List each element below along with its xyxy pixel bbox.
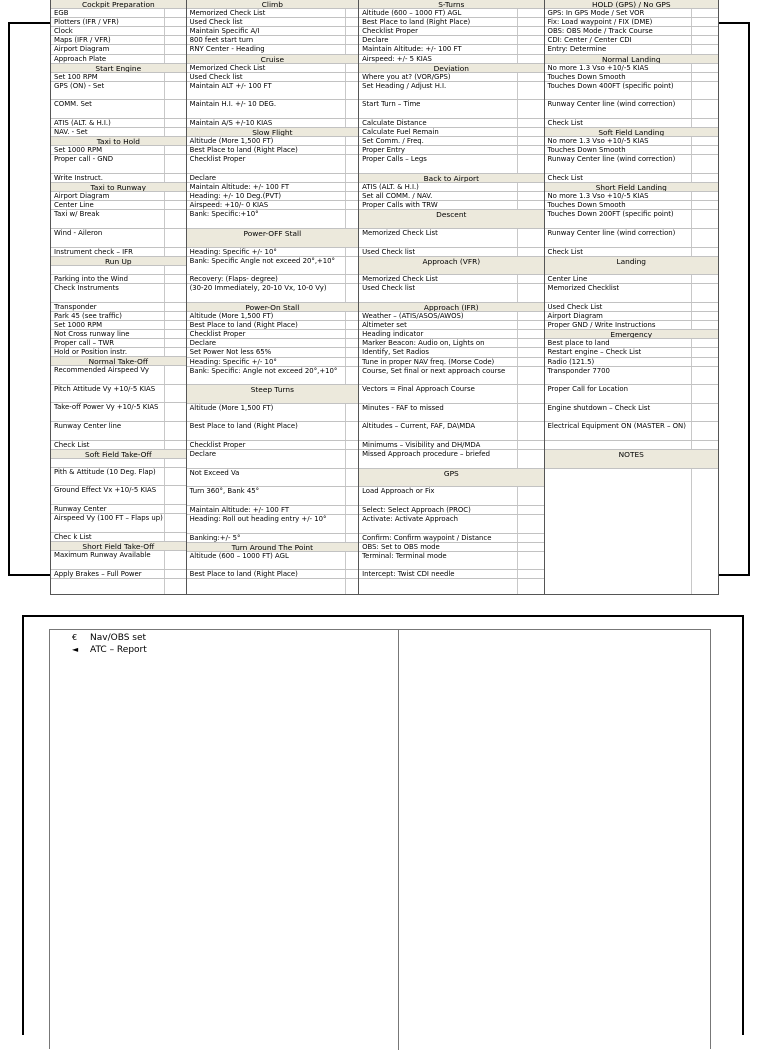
checklist-item: Heading: Specific +/- 10° <box>187 358 358 367</box>
section-header: Landing <box>545 257 718 276</box>
checklist-item: OBS: OBS Mode / Track Course <box>545 27 718 36</box>
checklist-item: Transponder 7700 <box>545 367 718 386</box>
checklist-item: EGB <box>51 9 186 18</box>
notes-table <box>49 629 711 1049</box>
checklist-item: Entry: Determine <box>545 45 718 54</box>
checklist-item: Best place to land <box>545 339 718 348</box>
checklist-item: Intercept: Twist CDI needle <box>359 570 543 579</box>
checklist-item: Chec k List <box>51 533 186 542</box>
bullet-icon: ◄ <box>72 645 79 654</box>
checklist-item: Memorized Check List <box>359 275 543 284</box>
checklist-item: Set Heading / Adjust H.I. <box>359 82 543 101</box>
checklist-item: Touches Down Smooth <box>545 146 718 155</box>
checklist-item: Airport Diagram <box>51 192 186 201</box>
checklist-item: Declare <box>187 339 358 348</box>
checklist-table <box>50 0 719 595</box>
checklist-item: Check List <box>545 119 718 128</box>
checklist-item: Center Line <box>545 275 718 284</box>
section-header: Normal Landing <box>545 55 718 64</box>
section-header: Taxi to Runway <box>51 183 186 192</box>
checklist-item: Checklist Proper <box>187 155 358 174</box>
checklist-item: Touches Down 200FT (specific point) <box>545 210 718 229</box>
checklist-item: Declare <box>187 450 358 469</box>
checklist-item: RNY Center - Heading <box>187 45 358 54</box>
checklist-item: Select: Select Approach (PROC) <box>359 506 543 515</box>
checklist-item: Radio (121.5) <box>545 358 718 367</box>
checklist-item: Touches Down Smooth <box>545 201 718 210</box>
checklist-item: Memorized Check List <box>359 229 543 248</box>
checklist-item: Airspeed: +10/- 0 KIAS <box>187 201 358 210</box>
section-header: Soft Field Take-Off <box>51 450 186 459</box>
section-header: Approach (IFR) <box>359 303 543 312</box>
checklist-item: Maps (IFR / VFR) <box>51 36 186 45</box>
checklist-item: Used Check list <box>359 248 543 257</box>
section-header: Taxi to Hold <box>51 137 186 146</box>
page-bracket-left <box>8 22 50 576</box>
checklist-item: Pitch Attitude Vy +10/-5 KIAS <box>51 385 186 404</box>
checklist-column-1 <box>51 0 187 594</box>
checklist-item: Maintain Specific A/I <box>187 27 358 36</box>
checklist-item: Tune in proper NAV freq. (Morse Code) <box>359 358 543 367</box>
checklist-item: Set Power Not less 65% <box>187 348 358 357</box>
checklist-item: OBS: Set to OBS mode <box>359 543 543 552</box>
checklist-item: Runway Center line (wind correction) <box>545 100 718 119</box>
checklist-item: Proper Calls – Legs <box>359 155 543 174</box>
section-header: S-Turns <box>359 0 543 9</box>
checklist-item: No more 1.3 Vso +10/-5 KIAS <box>545 192 718 201</box>
checklist-item: Used Check list <box>187 73 358 82</box>
checklist-item: Course, Set final or next approach course <box>359 367 543 386</box>
checklist-item: Start Turn – Time <box>359 100 543 119</box>
checklist-item <box>51 266 186 275</box>
checklist-item: Check List <box>51 441 186 450</box>
checklist-item: Proper call – TWR <box>51 339 186 348</box>
checklist-item: Minutes - FAF to missed <box>359 404 543 423</box>
note-text: Nav/OBS set <box>90 633 147 643</box>
checklist-item: Clock <box>51 27 186 36</box>
checklist-item: Fix: Load waypoint / FIX (DME) <box>545 18 718 27</box>
checklist-item: Parking into the Wind <box>51 275 186 284</box>
checklist-item: Calculate Distance <box>359 119 543 128</box>
checklist-item: Ground Effect Vx +10/-5 KIAS <box>51 486 186 505</box>
checklist-item: Recommended Airspeed Vy <box>51 366 186 385</box>
section-header: Cruise <box>187 55 358 64</box>
section-header: Soft Field Landing <box>545 128 718 137</box>
section-header: Short Field Take-Off <box>51 542 186 551</box>
checklist-item <box>545 441 718 450</box>
checklist-item: Center Line <box>51 201 186 210</box>
checklist-item: Proper call - GND <box>51 155 186 174</box>
checklist-item <box>51 459 186 468</box>
section-header: Normal Take-Off <box>51 357 186 366</box>
checklist-item: Heading: Roll out heading entry +/- 10° <box>187 515 358 534</box>
page-bracket-right <box>718 22 750 576</box>
checklist-item: Restart engine – Check List <box>545 348 718 357</box>
checklist-item: Touches Down 400FT (specific point) <box>545 82 718 101</box>
checklist-item: Used Check List <box>545 303 718 312</box>
checklist-item: Banking:+/- 5° <box>187 534 358 543</box>
checklist-item: Write Instruct. <box>51 174 186 183</box>
checklist-item: Runway Center <box>51 505 186 514</box>
checklist-item: Proper Calls with TRW <box>359 201 543 210</box>
checklist-item: Touches Down Smooth <box>545 73 718 82</box>
checklist-item: Missed Approach procedure – briefed <box>359 450 543 469</box>
checklist-item: COMM. Set <box>51 100 186 119</box>
checklist-item: No more 1.3 Vso +10/-5 KIAS <box>545 137 718 146</box>
checklist-item: Turn 360°, Bank 45° <box>187 487 358 506</box>
checklist-item: Checklist Proper <box>187 441 358 450</box>
checklist-item: Not Cross runway line <box>51 330 186 339</box>
checklist-item: Set 1000 RPM <box>51 146 186 155</box>
checklist-item: Electrical Equipment ON (MASTER – ON) <box>545 422 718 441</box>
checklist-item: Bank: Specific: Angle not exceed 20°,+10° <box>187 367 358 386</box>
section-header: Turn Around The Point <box>187 543 358 552</box>
checklist-item: Load Approach or Fix <box>359 487 543 506</box>
checklist-item: Checklist Proper <box>359 27 543 36</box>
checklist-item: Activate: Activate Approach <box>359 515 543 534</box>
checklist-item: GPS (ON) - Set <box>51 82 186 101</box>
checklist-item: Vectors = Final Approach Course <box>359 385 543 404</box>
checklist-item: Memorized Checklist <box>545 284 718 303</box>
note-item <box>72 644 147 656</box>
checklist-item: Heading: +/- 10 Deg.(PVT) <box>187 192 358 201</box>
note-item <box>72 632 147 644</box>
notes-divider <box>398 630 399 1050</box>
section-header: Slow Flight <box>187 128 358 137</box>
checklist-item: Best Place to land (Right Place) <box>187 570 358 579</box>
checklist-item: Apply Brakes – Full Power <box>51 570 186 579</box>
checklist-item: Proper Entry <box>359 146 543 155</box>
checklist-item: Heading: Specific +/- 10° <box>187 248 358 257</box>
section-header: Run Up <box>51 257 186 266</box>
section-header: GPS <box>359 469 543 488</box>
checklist-item: Proper GND / Write Instructions <box>545 321 718 330</box>
section-header: Descent <box>359 210 543 229</box>
checklist-item: Best Place to land (Right Place) <box>187 321 358 330</box>
section-header: Climb <box>187 0 358 9</box>
checklist-item: Take-off Power Vy +10/-5 KIAS <box>51 403 186 422</box>
checklist-item: Maintain ALT +/- 100 FT <box>187 82 358 101</box>
checklist-item: Runway Center line (wind correction) <box>545 229 718 248</box>
checklist-item: Terminal: Terminal mode <box>359 552 543 571</box>
checklist-item: ATIS (ALT. & H.I.) <box>359 183 543 192</box>
checklist-item: Bank: Specific Angle not exceed 20°,+10° <box>187 257 358 276</box>
checklist-item: Recovery: (Flaps- degree) <box>187 275 358 284</box>
checklist-item: Altitude (More 1,500 FT) <box>187 312 358 321</box>
checklist-item: Instrument check – IFR <box>51 248 186 257</box>
checklist-item: Heading indicator <box>359 330 543 339</box>
section-header: Approach (VFR) <box>359 257 543 276</box>
section-header: Short Field Landing <box>545 183 718 192</box>
checklist-item: Maintain Altitude: +/- 100 FT <box>187 183 358 192</box>
checklist-item: Altitude (600 – 1000 FT) AGL <box>187 552 358 571</box>
checklist-item: No more 1.3 Vso +10/-5 KIAS <box>545 64 718 73</box>
checklist-item: Maximum Runway Available <box>51 551 186 570</box>
checklist-item: Pith & Attitude (10 Deg. Flap) <box>51 468 186 487</box>
section-header: Deviation <box>359 64 543 73</box>
checklist-item: Best Place to land (Right Place) <box>359 18 543 27</box>
section-header: Emergency <box>545 330 718 339</box>
checklist-item: Hold or Position instr. <box>51 348 186 357</box>
checklist-item: Set Comm. / Freq. <box>359 137 543 146</box>
checklist-item: Maintain Altitude: +/- 100 FT <box>187 506 358 515</box>
checklist-item: Approach Plate <box>51 55 186 64</box>
checklist-item: 800 feet start turn <box>187 36 358 45</box>
section-header: Cockpit Preparation <box>51 0 186 9</box>
checklist-item: Confirm: Confirm waypoint / Distance <box>359 534 543 543</box>
checklist-item: Maintain A/S +/-10 KIAS <box>187 119 358 128</box>
checklist-item: Marker Beacon: Audio on, Lights on <box>359 339 543 348</box>
checklist-item: Identify, Set Radios <box>359 348 543 357</box>
checklist-item: Taxi w/ Break <box>51 210 186 229</box>
checklist-item: Engine shutdown – Check List <box>545 404 718 423</box>
section-header: Power-OFF Stall <box>187 229 358 248</box>
checklist-item: Altimeter set <box>359 321 543 330</box>
checklist-item: ATIS (ALT. & H.I.) <box>51 119 186 128</box>
checklist-item: Set all COMM. / NAV. <box>359 192 543 201</box>
checklist-item: Altitude (More 1,500 FT) <box>187 404 358 423</box>
checklist-item: Airspeed: +/- 5 KIAS <box>359 55 543 64</box>
section-header: Steep Turns <box>187 385 358 404</box>
checklist-item: Check List <box>545 248 718 257</box>
checklist-item: Maintain H.I. +/- 10 DEG. <box>187 100 358 119</box>
checklist-item: GPS: In GPS Mode / Set VOR <box>545 9 718 18</box>
checklist-item: Weather – (ATIS/ASOS/AWOS) <box>359 312 543 321</box>
checklist-item: Where you at? (VOR/GPS) <box>359 73 543 82</box>
checklist-item: Calculate Fuel Remain <box>359 128 543 137</box>
checklist-item: Best Place to land (Right Place) <box>187 146 358 155</box>
checklist-item: Best Place to land (Right Place) <box>187 422 358 441</box>
checklist-item: Runway Center line (wind correction) <box>545 155 718 174</box>
checklist-item: Declare <box>359 36 543 45</box>
section-header: Power-On Stall <box>187 303 358 312</box>
checklist-item: Wind - Aileron <box>51 229 186 248</box>
checklist-item: Memorized Check List <box>187 9 358 18</box>
checklist-item: Checklist Proper <box>187 330 358 339</box>
checklist-item: Minimums – Visibility and DH/MDA <box>359 441 543 450</box>
checklist-item: Not Exceed Va <box>187 469 358 488</box>
checklist-item: Transponder <box>51 303 186 312</box>
note-text: ATC – Report <box>90 645 147 655</box>
checklist-item: Airport Diagram <box>545 312 718 321</box>
checklist-item: Maintain Altitude: +/- 100 FT <box>359 45 543 54</box>
checklist-item: Set 1000 RPM <box>51 321 186 330</box>
checklist-column-2 <box>187 0 359 594</box>
checklist-item: Check List <box>545 174 718 183</box>
section-header: Back to Airport <box>359 174 543 183</box>
checklist-item: (30-20 Immediately, 20-10 Vx, 10-0 Vy) <box>187 284 358 303</box>
checklist-column-4 <box>545 0 719 594</box>
checklist-item: Runway Center line <box>51 422 186 441</box>
checklist-item: Airspeed Vy (100 FT – Flaps up) <box>51 514 186 533</box>
checklist-column-3 <box>359 0 544 594</box>
checklist-item: Used Check list <box>187 18 358 27</box>
section-header: HOLD (GPS) / No GPS <box>545 0 718 9</box>
checklist-item: Altitude (600 – 1000 FT) AGL <box>359 9 543 18</box>
section-header: Start Engine <box>51 64 186 73</box>
checklist-item: Declare <box>187 174 358 183</box>
checklist-item: Altitudes – Current, FAF, DA\MDA <box>359 422 543 441</box>
checklist-item: Check Instruments <box>51 284 186 303</box>
section-header: NOTES <box>545 450 718 469</box>
checklist-item: Memorized Check List <box>187 64 358 73</box>
checklist-item: CDI: Center / Center CDI <box>545 36 718 45</box>
notes-list <box>72 632 147 656</box>
checklist-item: Set 100 RPM <box>51 73 186 82</box>
checklist-item: Airport Diagram <box>51 45 186 54</box>
checklist-item: Used Check list <box>359 284 543 303</box>
notes-page <box>22 615 744 1035</box>
checklist-item: Altitude (More 1,500 FT) <box>187 137 358 146</box>
checklist-item: NAV. - Set <box>51 128 186 137</box>
checklist-item: Park 45 (see traffic) <box>51 312 186 321</box>
checklist-item: Proper Call for Location <box>545 385 718 404</box>
checklist-item: Plotters (IFR / VFR) <box>51 18 186 27</box>
checklist-item: Bank: Specific:+10° <box>187 210 358 229</box>
bullet-icon: € <box>72 633 78 642</box>
